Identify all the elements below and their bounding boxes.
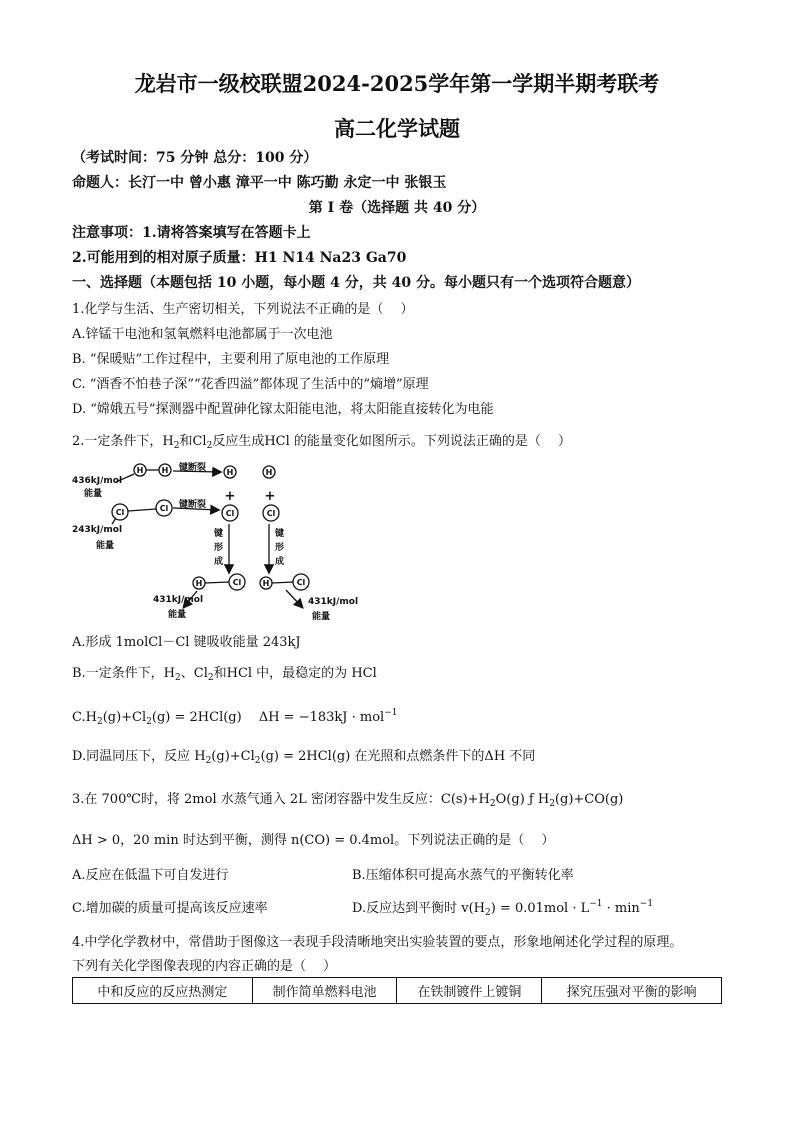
plus-sign: + [264,489,276,504]
h-label: H [262,579,270,588]
energy-436-label: 436kJ/mol [72,476,123,486]
h-label: H [265,468,273,477]
bond-form-label: 形 [214,543,224,553]
q1-option-b: B. “保暖贴”工作过程中，主要利用了原电池的工作原理 [72,352,390,367]
cl-label: Cl [232,578,242,587]
energy-label: 能量 [84,489,103,499]
q3-stem-line2: ΔH > 0，20 min 时达到平衡，测得 n(CO) = 0.4mol。下列说法正确的是（ ） [72,833,555,848]
energy-label: 能量 [96,541,115,551]
q2-option-d: D.同温同压下，反应 $H_2(g)+Cl_2(g) = 2HCl(g)$ 在光照和点燃条件下的ΔH 不同 [72,749,536,766]
q3-option-a: A.反应在低温下可自发进行 [72,868,229,883]
q3-option-b: B.压缩体积可提高水蒸气的平衡转化率 [352,868,574,883]
cl-label: Cl [296,578,306,587]
q4-stem-line2: 下列有关化学图像表现的内容正确的是（ ） [72,959,337,974]
exam-title: 龙岩市一级校联盟2024-2025学年第一学期半期考联考 [134,71,660,96]
q1-option-c: C. “酒香不怕巷子深”“花香四溢”都体现了生活中的“熵增”原理 [72,377,429,392]
table-cell: 中和反应的反应热测定 [73,978,253,1004]
table-cell: 在铁制镀件上镀铜 [397,978,542,1004]
bond-break-label: 键断裂 [179,500,207,510]
cl-label: Cl [225,509,235,518]
hcl-energy-diagram [72,462,372,622]
q1-stem: 1.化学与生活、生产密切相关，下列说法不正确的是（ ） [72,302,414,317]
table-cell: 探究压强对平衡的影响 [542,978,722,1004]
q3-option-c: C.增加碳的质量可提高该反应速率 [72,901,268,916]
energy-label: 能量 [312,612,331,622]
energy-release-arrow-right [286,590,302,607]
bond-form-label: 形 [275,543,285,553]
authors-line: 命题人：长汀一中 曾小惠 漳平一中 陈巧勤 永定一中 张银玉 [72,175,447,191]
q3-option-d: D.反应达到平衡时 $v(H_2) = 0.01mol \cdot L^{-1} \cdot \min^{-1}$ [352,899,654,918]
energy-431-label: 431kJ/mol [153,595,204,605]
q4-options-table [72,977,722,1004]
bond-form-label: 成 [275,557,285,567]
notice-line: 注意事项：1.请将答案填写在答题卡上 [72,225,311,241]
h-label: H [226,468,234,477]
exam-info: （考试时间：75 分钟 总分：100 分） [72,150,318,166]
q2-option-c: $C.H_2(g)+Cl_2(g) = 2HCl(g)$ ΔH = −183kJ · mol$^{-1}$ [72,708,398,727]
q1-option-a: A.锌锰干电池和氢氧燃料电池都属于一次电池 [72,327,333,342]
exam-subtitle: 高二化学试题 [334,116,460,141]
q4-stem: 4.中学化学教材中，常借助于图像这一表现手段清晰地突出实验装置的要点，形象地阐述化学过程的原理。 [72,935,683,950]
table-cell: 制作简单燃料电池 [252,978,397,1004]
h-label: H [136,466,144,475]
plus-sign: + [224,489,236,504]
q2-option-a: A.形成 1molCl－Cl 键吸收能量 243kJ [72,635,301,650]
cl-label: Cl [266,509,276,518]
cl-label: Cl [115,508,125,517]
bond-form-label: 成 [214,557,224,567]
bond-form-label: 键 [214,529,224,539]
cl-label: Cl [159,504,169,513]
section-heading: 一、选择题（本题包括 10 小题，每小题 4 分，共 40 分。每小题只有一个选项符合题意） [72,275,640,291]
atomic-mass-line: 2.可能用到的相对原子质量：H1 N14 Na23 Ga70 [72,250,407,266]
q2-option-b: B.一定条件下，$H_2$、$Cl_2$和HCl 中，最稳定的为 HCl [72,666,377,683]
bond-break-label: 键断裂 [179,463,207,473]
energy-label: 能量 [168,610,187,620]
part-title: 第 I 卷（选择题 共 40 分） [308,200,486,216]
energy-431-label: 431kJ/mol [308,597,359,607]
q2-stem: 2.一定条件下，$H_2$和$Cl_2$反应生成HCl 的能量变化如图所示。下列说法正确的是（ ） [72,434,572,451]
energy-243-label: 243kJ/mol [72,525,123,535]
bond-form-label: 键 [275,529,285,539]
h-label: H [195,579,203,588]
table-row [73,978,722,1004]
h-label: H [161,466,169,475]
q1-option-d: D. “嫦娥五号”探测器中配置砷化镓太阳能电池，将太阳能直接转化为电能 [72,402,494,417]
q3-stem: 3.在 700℃时，将 2mol 水蒸气通入 2L 密闭容器中发生反应：$C(s)+H_2O(g)$ ƒ $H_2(g)+CO(g)$ [72,792,624,809]
